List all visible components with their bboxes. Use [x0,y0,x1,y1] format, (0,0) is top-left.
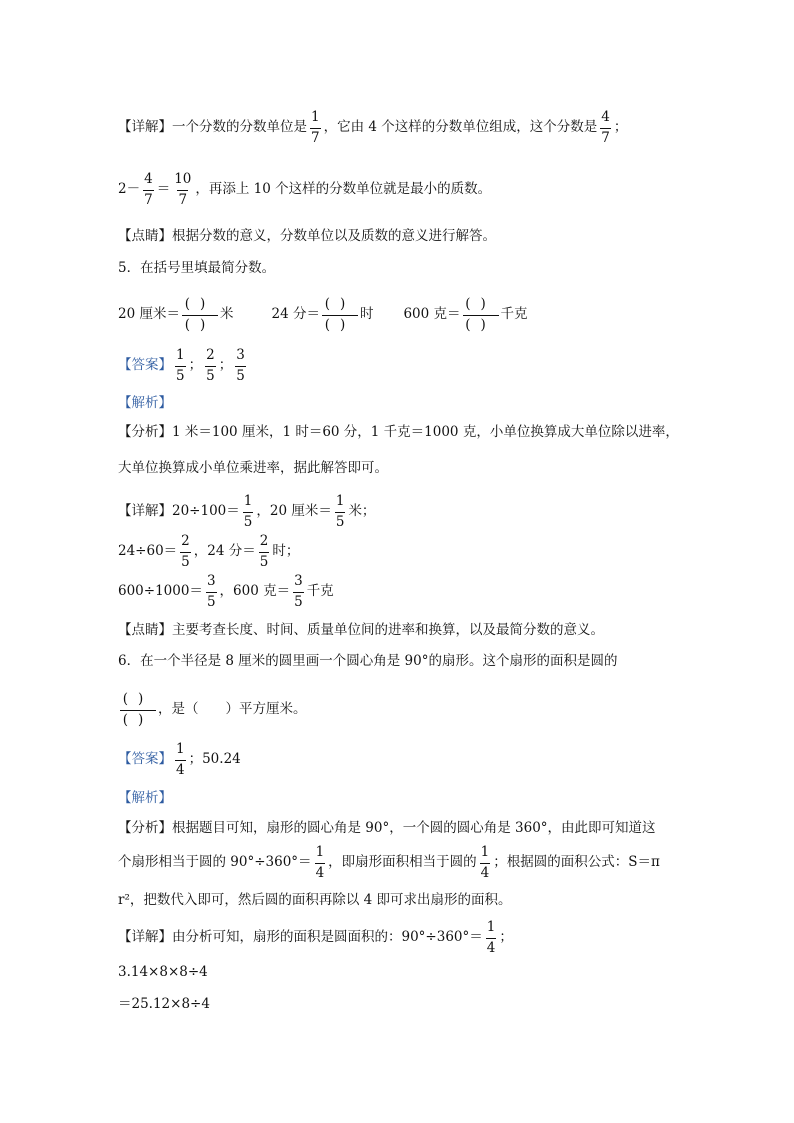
fraction: $\frac{1}{4}$ [176,741,185,778]
text: ，再添上 10 个这样的分数单位就是最小的质数。 [195,181,492,198]
fraction: $\frac{1}{4}$ [486,919,496,956]
fraction: $\frac{3}{5}$ [206,573,216,610]
text: ；根据圆的面积公式：S＝π [493,854,660,871]
analysis-line-3: r²，把数代入即可，然后圆的面积再除以 4 即可求出扇形的面积。 [118,892,512,908]
fraction: $\frac{1}{4}$ [315,844,325,881]
question-6-cont [118,692,307,728]
analysis-label: 【分析】 [118,820,172,836]
dianjing-line [118,230,496,244]
answer-label: 【答案】 [118,751,172,768]
analysis-line-1 [118,822,656,836]
blank-fraction: $\frac{()}{()}$ [463,298,499,332]
dianjing-line [118,624,604,638]
detail-line-2 [118,171,492,208]
fraction: $\frac{1}{7}$ [311,109,320,146]
unit: 米 [219,306,234,323]
answer-label: 【答案】 [118,357,172,374]
fraction: $\frac{4}{7}$ [144,171,153,208]
blank-fraction: $\frac{()}{()}$ [322,298,358,332]
detail-label: 【详解】 [118,929,172,946]
item-label: 600 克＝ [403,306,461,323]
detail-line [118,919,513,956]
analysis-line-2: 大单位换算成小单位乘进率，据此解答即可。 [118,460,388,476]
detail-label: 【详解】 [118,119,172,136]
text: 600÷1000＝ [118,583,203,600]
item-label: 24 分＝ [271,306,320,323]
analysis-line-1 [118,426,679,440]
fraction: $\frac{4}{7}$ [601,109,610,146]
fraction: $\frac{1}{4}$ [480,844,490,881]
text: 主要考查长度、时间、质量单位间的进率和换算，以及最简分数的意义。 [172,622,604,638]
detail-line-1 [118,109,628,146]
dianjing-label: 【点睛】 [118,622,172,638]
fraction: $\frac{3}{5}$ [294,573,303,610]
analysis-line-2 [118,844,660,881]
answer-line-6 [118,741,241,778]
text: 一个分数的分数单位是 [172,119,307,136]
text: 根据题目可知，扇形的圆心角是 90°，一个圆的圆心角是 360°，由此即可知道这 [172,820,656,836]
calc-line-2: ＝25.12×8÷4 [118,996,210,1012]
text: ＝ [156,181,171,198]
text: 20÷100＝ [172,503,240,520]
analysis-label: 【分析】 [118,424,172,440]
blank-fraction: $\frac{()}{()}$ [120,693,156,727]
text: ； [499,929,513,946]
fraction: $\frac{2}{5}$ [206,347,215,384]
dianjing-label: 【点睛】 [118,228,172,244]
jiexi-label: 【解析】 [118,790,172,806]
detail-label: 【详解】 [118,503,172,520]
blank-fraction: $\frac{()}{()}$ [182,298,218,332]
unit: 千克 [500,306,528,323]
text: ，600 克＝ [219,583,291,600]
text: 米； [348,503,376,520]
text: ，它由 4 个这样的分数单位组成，这个分数是 [323,119,598,136]
text: ，24 分＝ [193,543,256,560]
text: ，20 厘米＝ [256,503,332,520]
fraction: $\frac{1}{5}$ [335,493,345,530]
text: 个扇形相当于圆的 90°÷360°＝ [118,854,312,871]
calc-line-1: 3.14×8×8÷4 [118,964,208,980]
question-5-items [118,296,528,333]
jiexi-label: 【解析】 [118,395,172,411]
detail-line [118,493,376,530]
text: ；50.24 [188,751,241,768]
text: 24÷60＝ [118,543,178,560]
text: ，是（ ）平方厘米。 [158,701,307,718]
fraction: $\frac{3}{5}$ [236,347,245,384]
detail-line [118,533,300,570]
fraction: $\frac{2}{5}$ [181,533,190,570]
question-6-title: 6．在一个半径是 8 厘米的圆里画一个圆心角是 90°的扇形。这个扇形的面积是圆的 [118,653,618,669]
fraction: $\frac{1}{5}$ [243,493,253,530]
text: 时； [272,543,300,560]
text: 1 米＝100 厘米，1 时＝60 分，1 千克＝1000 克，小单位换算成大单位除以进率， [172,424,679,440]
text: 由分析可知，扇形的面积是圆面积的：90°÷360°＝ [172,929,483,946]
detail-line [118,573,334,610]
text: 千克 [306,583,334,600]
separator: ； [188,357,203,374]
question-5-title: 5．在括号里填最简分数。 [118,260,276,276]
text: ； [613,119,628,136]
item-label: 20 厘米＝ [118,306,180,323]
text: ，即扇形面积相当于圆的 [328,854,477,871]
unit: 时 [359,306,374,323]
answer-line-5 [118,347,249,384]
fraction: $\frac{2}{5}$ [259,533,269,570]
separator: ； [218,357,233,374]
text: 根据分数的意义，分数单位以及质数的意义进行解答。 [172,228,496,244]
text: 2－ [118,181,141,198]
fraction: $\frac{10}{7}$ [174,171,192,208]
fraction: $\frac{1}{5}$ [176,347,185,384]
